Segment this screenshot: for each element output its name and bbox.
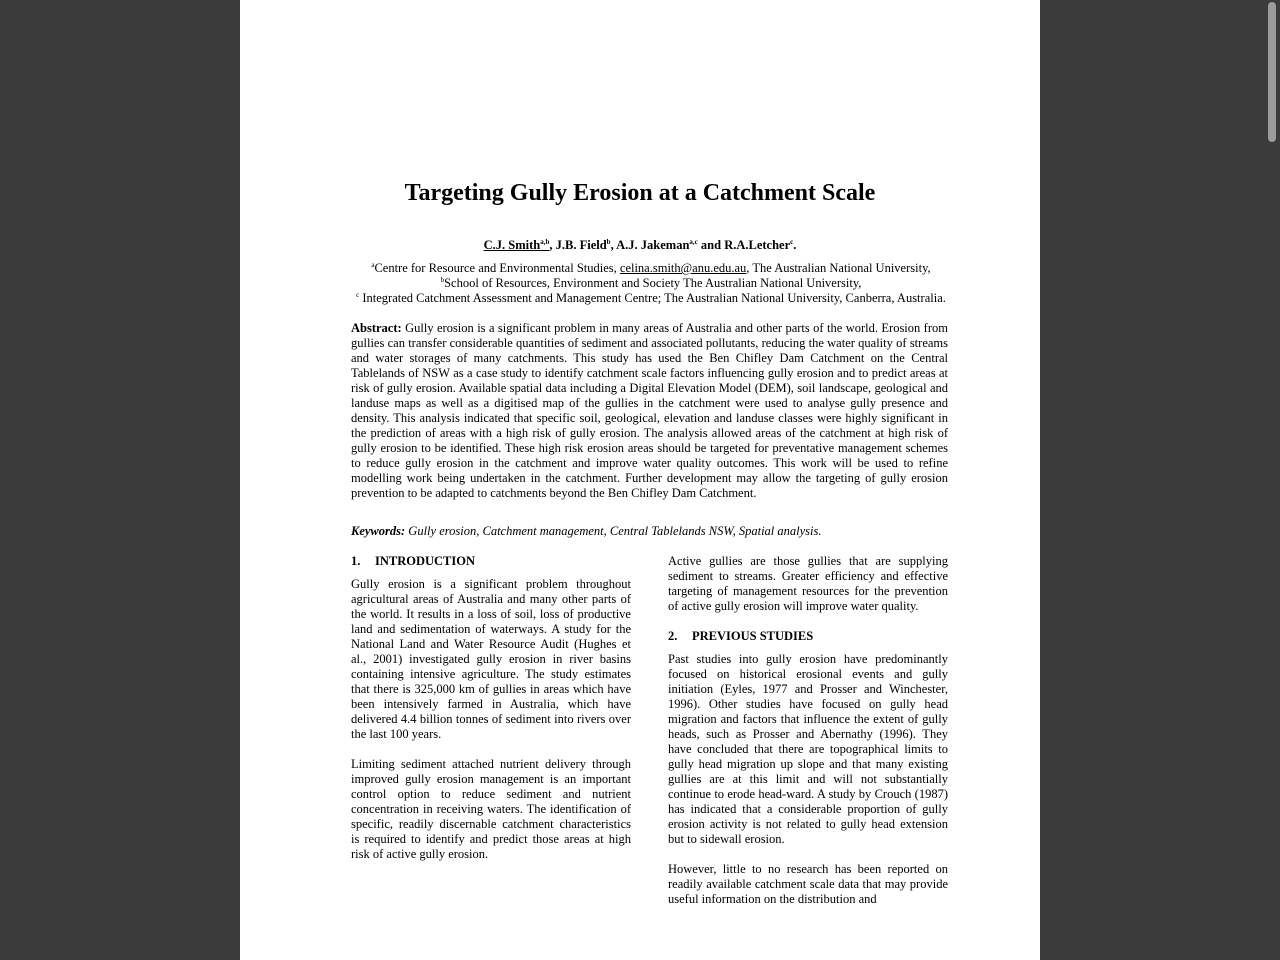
author-name: R.A.Letcher — [724, 238, 791, 252]
abstract-label: Abstract: — [351, 321, 402, 335]
author-separator: , — [549, 238, 556, 252]
section-title: PREVIOUS STUDIES — [692, 629, 814, 643]
author-list — [240, 237, 1040, 253]
paper-title: Targeting Gully Erosion at a Catchment Scale — [404, 180, 876, 206]
keywords-text: Gully erosion, Catchment management, Central Tablelands NSW, Spatial analysis. — [405, 524, 822, 538]
scrollbar-thumb[interactable] — [1268, 2, 1276, 142]
keywords — [351, 524, 948, 539]
affiliation-text: Centre for Resource and Environmental Studies, — [374, 261, 620, 275]
paragraph: However, little to no research has been reported on readily available catchment scale data that may provide useful information on the distribution and — [668, 862, 948, 906]
affiliation-text: , The Australian National University, — [746, 261, 931, 275]
section-number: 2. — [668, 629, 678, 643]
affiliations — [351, 261, 951, 306]
document-page — [240, 0, 1040, 960]
author-affiliation-mark: c — [790, 237, 794, 246]
author-name: C.J. Smith — [483, 238, 541, 252]
paragraph: Past studies into gully erosion have predominantly focused on historical erosional events and gully initiation (Eyles, 1977 and Prosser and Winchester, 1996). Other studies have focused on gully head migration and factors that influence the extent of gully heads, such as Prosser and Abernathy (1996). They have concluded that there are topographical limits to gully head migration up slope and that many existing gullies are at this limit and will not substantially continue to erode head-ward. A study by Crouch (1987) has indicated that a considerable proportion of gully erosion activity is not related to gully head extension but to sidewall erosion. — [668, 652, 948, 846]
author-affiliation-mark: a,c — [689, 237, 698, 246]
left-column — [351, 554, 631, 877]
paragraph: Active gullies are those gullies that are supplying sediment to streams. Greater efficiency and effective targeting of management resources for the prevention of active gully erosion will improve water quality. — [668, 554, 948, 613]
author-list-end: . — [793, 238, 797, 252]
author-separator: , — [610, 238, 617, 252]
paragraph: Limiting sediment attached nutrient delivery through improved gully erosion management is an important control option to reduce sediment and nutrient concentration in receiving waters. The identification of specific, readily discernable catchment characteristics is required to identify and predict those areas at high risk of active gully erosion. — [351, 757, 631, 861]
affiliation-mark: a — [371, 260, 375, 269]
paragraph: Gully erosion is a significant problem throughout agricultural areas of Australia and many other parts of the world. It results in a loss of soil, loss of productive land and sedimentation of waterways. A study for the National Land and Water Resource Audit (Hughes et al., 2001) investigated gully erosion in river basins containing intensive agriculture. The study estimates that there is 325,000 km of gullies in areas which have been intensively farmed in Australia, which have delivered 4.4 billion tonnes of sediment into rivers over the last 100 years. — [351, 577, 631, 741]
vertical-scrollbar[interactable] — [1266, 0, 1280, 960]
affiliation-a — [351, 261, 951, 276]
author-lead — [484, 238, 550, 252]
affiliation-text: Integrated Catchment Assessment and Management Centre; The Australian National University, Canberra, Australia. — [359, 291, 946, 305]
author-separator: and — [697, 238, 725, 252]
section-heading-introduction — [351, 554, 631, 569]
affiliation-mark: c — [356, 290, 360, 299]
affiliation-b — [351, 276, 951, 291]
section-number: 1. — [351, 554, 361, 568]
abstract-text: Gully erosion is a significant problem in many areas of Australia and other parts of the world. Erosion from gullies can transfer considerable quantities of sediment and associated pollutants, reducing the water quality of streams and water storages of many catchments. This study has used the Ben Chifley Dam Catchment on the Central Tablelands of NSW as a case study to identify catchment scale factors influencing gully erosion and to predict areas at risk of gully erosion. Available spatial data including a Digital Elevation Model (DEM), soil landscape, geological and landuse maps as well as a digitised map of the gullies in the catchment were used to analyse gully presence and density. This analysis indicated that specific soil, geological, elevation and landuse classes were highly significant in the prediction of areas with a high risk of gully erosion. The analysis allowed areas of the catchment at high risk of gully erosion to be identified. These high risk erosion areas should be targeted for preventative management schemes to reduce gully erosion in the catchment and improve water quality outcomes. This work will be used to refine modelling work being undertaken in the catchment. Further development may allow the targeting of gully erosion prevention to be adapted to catchments beyond the Ben Chifley Dam Catchment. — [351, 321, 948, 500]
affiliation-text: School of Resources, Environment and Society The Australian National University, — [444, 276, 862, 290]
section-heading-previous-studies — [668, 629, 948, 644]
keywords-label: Keywords: — [351, 524, 406, 538]
email-link[interactable]: celina.smith@anu.edu.au — [619, 261, 747, 275]
abstract — [351, 321, 948, 501]
affiliation-mark: b — [440, 275, 445, 284]
author-name: J.B. Field — [555, 238, 607, 252]
author-name: A.J. Jakeman — [616, 238, 690, 252]
affiliation-c — [351, 291, 951, 306]
right-column — [668, 554, 948, 922]
section-title: INTRODUCTION — [375, 554, 476, 568]
author-affiliation-mark: a,b — [540, 237, 550, 246]
author-affiliation-mark: b — [606, 237, 611, 246]
